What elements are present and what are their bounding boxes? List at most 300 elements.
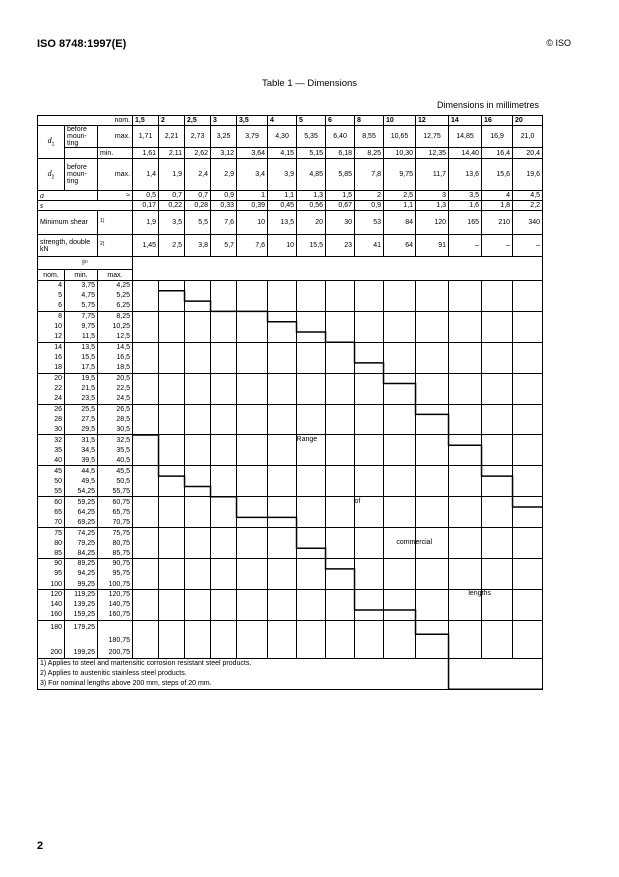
range-cell	[384, 281, 416, 312]
range-cell	[159, 620, 185, 658]
length-max: 180,75	[98, 634, 133, 646]
length-nom: 12	[38, 332, 65, 342]
range-cell	[416, 559, 449, 590]
length-max: 8,25	[98, 311, 133, 321]
nominal-size-5: 5	[297, 116, 326, 126]
range-cell	[449, 342, 482, 373]
nominal-size-14: 14	[449, 116, 482, 126]
shear-steel-value: 10	[237, 211, 268, 235]
range-cell	[211, 311, 237, 342]
nominal-size-2,5: 2,5	[185, 116, 211, 126]
length-max: 90,75	[98, 559, 133, 569]
length-nom: 55	[38, 486, 65, 496]
length-max: 35,5	[98, 445, 133, 455]
length-max: 14,5	[98, 342, 133, 352]
range-cell	[384, 342, 416, 373]
s-value: 0,67	[326, 201, 355, 211]
length-max: 12,5	[98, 332, 133, 342]
length-max: 200,75	[98, 646, 133, 658]
d1-min-value: 16,4	[482, 148, 513, 159]
shear-steel-value: 340	[513, 211, 543, 235]
range-cell	[185, 559, 211, 590]
range-cell	[416, 281, 449, 312]
length-max: 30,5	[98, 425, 133, 435]
range-cell	[326, 620, 355, 658]
length-nom: 4	[38, 281, 65, 291]
range-cell	[384, 404, 416, 435]
d1-min-value: 5,15	[297, 148, 326, 159]
d2-max-value: 7,8	[355, 159, 384, 191]
length-min: 99,25	[65, 579, 98, 589]
range-cell	[268, 281, 297, 312]
length-max: 4,25	[98, 281, 133, 291]
range-cell	[355, 342, 384, 373]
shear-stainless-value: 15,5	[297, 235, 326, 257]
range-cell	[297, 466, 326, 497]
length-nom: 14	[38, 342, 65, 352]
nominal-size-6: 6	[326, 116, 355, 126]
d2-max-value: 1,9	[159, 159, 185, 191]
range-cell	[449, 435, 482, 466]
range-cell	[297, 559, 326, 590]
range-cell	[513, 559, 543, 590]
d1-max-value: 4,30	[268, 126, 297, 148]
standard-number: ISO 8748:1997(E)	[37, 38, 127, 50]
range-cell	[268, 620, 297, 658]
d1-min-value: 3,12	[211, 148, 237, 159]
range-cell	[237, 620, 268, 658]
range-cell	[185, 528, 211, 559]
s-value: 0,39	[237, 201, 268, 211]
range-cell	[185, 281, 211, 312]
range-cell	[159, 373, 185, 404]
range-cell	[268, 311, 297, 342]
length-min: 4,75	[65, 291, 98, 301]
d1-min-label: min.	[98, 148, 133, 159]
length-nom: 40	[38, 456, 65, 466]
s-value: 2,2	[513, 201, 543, 211]
range-cell	[211, 435, 237, 466]
length-max: 32,5	[98, 435, 133, 445]
range-cell	[326, 528, 355, 559]
range-cell	[384, 497, 416, 528]
range-cell	[237, 311, 268, 342]
range-word-Range: Range	[296, 435, 318, 443]
length-min: 64,25	[65, 507, 98, 517]
range-cell	[482, 404, 513, 435]
length-min: 69,25	[65, 517, 98, 527]
range-cell	[513, 342, 543, 373]
range-cell	[449, 497, 482, 528]
range-cell	[268, 342, 297, 373]
d2-max-label: max.	[98, 159, 133, 191]
s-value: 1,1	[384, 201, 416, 211]
table-title: Table 1 — Dimensions	[261, 78, 358, 89]
shear-steel-value: 3,5	[159, 211, 185, 235]
nominal-size-3,5: 3,5	[237, 116, 268, 126]
range-cell	[513, 435, 543, 466]
range-cell	[384, 466, 416, 497]
length-max: 80,75	[98, 538, 133, 548]
range-cell	[449, 373, 482, 404]
range-cell	[159, 589, 185, 620]
range-cell	[326, 589, 355, 620]
range-cell	[133, 559, 159, 590]
range-cell	[355, 373, 384, 404]
length-max: 10,25	[98, 322, 133, 332]
range-cell	[297, 373, 326, 404]
range-cell	[133, 435, 159, 466]
length-max-empty	[98, 620, 133, 634]
range-cell	[384, 589, 416, 620]
range-cell	[355, 311, 384, 342]
length-nom: 90	[38, 559, 65, 569]
range-cell	[482, 311, 513, 342]
range-cell	[384, 373, 416, 404]
d1-max-value: 5,35	[297, 126, 326, 148]
shear-steel-value: 84	[384, 211, 416, 235]
range-cell	[133, 311, 159, 342]
range-cell	[237, 404, 268, 435]
shear-steel-value: 53	[355, 211, 384, 235]
length-nom: 200	[38, 646, 65, 658]
range-cell	[355, 589, 384, 620]
shear-stainless-value: 2,5	[159, 235, 185, 257]
s-value: 1,8	[482, 201, 513, 211]
footnote-3: 3) For nominal lengths above 200 mm, steps of 20 mm.	[40, 679, 212, 687]
d1-min-value: 4,15	[268, 148, 297, 159]
length-nom: 8	[38, 311, 65, 321]
length-max: 22,5	[98, 383, 133, 393]
length-max: 100,75	[98, 579, 133, 589]
range-cell	[133, 404, 159, 435]
length-max: 16,5	[98, 353, 133, 363]
length-nom: 100	[38, 579, 65, 589]
d1-min-value: 3,64	[237, 148, 268, 159]
length-max: 120,75	[98, 589, 133, 599]
range-cell	[211, 497, 237, 528]
shear-stainless-value: 10	[268, 235, 297, 257]
range-cell	[297, 404, 326, 435]
length-min: 7,75	[65, 311, 98, 321]
a-value: 0,7	[185, 191, 211, 201]
d2-max-value: 2,4	[185, 159, 211, 191]
page-number: 2	[37, 840, 44, 852]
length-nom: 180	[38, 620, 65, 634]
d1-max-value: 21,0	[513, 126, 543, 148]
length-min: 54,25	[65, 486, 98, 496]
range-cell	[133, 342, 159, 373]
range-cell	[513, 404, 543, 435]
range-cell	[513, 620, 543, 658]
range-cell	[326, 497, 355, 528]
shear-stainless-value: 1,45	[133, 235, 159, 257]
d1-min-value: 8,25	[355, 148, 384, 159]
range-cell	[326, 466, 355, 497]
d1-max-value: 16,9	[482, 126, 513, 148]
range-cell	[159, 466, 185, 497]
length-min: 79,25	[65, 538, 98, 548]
length-nom: 95	[38, 569, 65, 579]
range-cell	[211, 559, 237, 590]
range-cell	[159, 497, 185, 528]
range-cell	[159, 559, 185, 590]
length-min: 39,5	[65, 456, 98, 466]
a-value: 4,5	[513, 191, 543, 201]
nominal-size-2: 2	[159, 116, 185, 126]
range-cell	[482, 281, 513, 312]
d1-max-value: 8,55	[355, 126, 384, 148]
s-value: 0,56	[297, 201, 326, 211]
shear-stainless-value: 3,8	[185, 235, 211, 257]
range-cell	[133, 528, 159, 559]
length-nom: 60	[38, 497, 65, 507]
range-cell	[355, 528, 384, 559]
d1-min-value: 1,61	[133, 148, 159, 159]
min-shear-label: Minimum shear	[38, 211, 98, 235]
footnotes	[38, 658, 543, 689]
range-cell	[449, 311, 482, 342]
range-cell	[237, 528, 268, 559]
range-cell	[326, 281, 355, 312]
shear-steel-value: 120	[416, 211, 449, 235]
range-cell	[326, 311, 355, 342]
range-cell	[449, 281, 482, 312]
range-cell	[185, 466, 211, 497]
range-cell	[297, 342, 326, 373]
range-cell	[211, 589, 237, 620]
range-cell	[416, 466, 449, 497]
length-nom: 5	[38, 291, 65, 301]
length-nom: 22	[38, 383, 65, 393]
length-nom: 65	[38, 507, 65, 517]
d2-max-value: 1,4	[133, 159, 159, 191]
length-min: 27,5	[65, 414, 98, 424]
nom-label: nom.	[38, 116, 133, 126]
range-cell	[237, 342, 268, 373]
shear-stainless-value: 23	[326, 235, 355, 257]
length-nom: 35	[38, 445, 65, 455]
a-value: 3	[416, 191, 449, 201]
a-value: 1,5	[326, 191, 355, 201]
length-max: 50,5	[98, 476, 133, 486]
range-cell	[326, 373, 355, 404]
shear-steel-value: 1,9	[133, 211, 159, 235]
length-min: 11,5	[65, 332, 98, 342]
length-min: 9,75	[65, 322, 98, 332]
range-cell	[268, 497, 297, 528]
length-max: 85,75	[98, 548, 133, 558]
dimensions-table	[37, 115, 543, 690]
footnote-2: 2) Applies to austenitic stainless steel products.	[40, 669, 187, 677]
range-cell	[185, 404, 211, 435]
length-min: 59,25	[65, 497, 98, 507]
range-cell	[449, 559, 482, 590]
d1-max-value: 3,25	[211, 126, 237, 148]
shear-stainless-value: –	[449, 235, 482, 257]
d2-max-value: 19,6	[513, 159, 543, 191]
length-nom: 10	[38, 322, 65, 332]
nominal-size-20: 20	[513, 116, 543, 126]
a-value: 1	[237, 191, 268, 201]
range-cell	[482, 620, 513, 658]
range-cell	[297, 497, 326, 528]
length-nom: 160	[38, 610, 65, 620]
length-max: 95,75	[98, 569, 133, 579]
a-value: 1,1	[268, 191, 297, 201]
range-cell	[416, 497, 449, 528]
length-min: 3,75	[65, 281, 98, 291]
range-cell	[211, 466, 237, 497]
range-cell	[416, 342, 449, 373]
s-value: 0,28	[185, 201, 211, 211]
range-cell	[482, 528, 513, 559]
length-nom: 75	[38, 528, 65, 538]
range-cell	[355, 620, 384, 658]
range-cell	[211, 528, 237, 559]
length-max: 140,75	[98, 600, 133, 610]
d2-max-value: 4,85	[297, 159, 326, 191]
a-value: 0,7	[159, 191, 185, 201]
d2-max-value: 3,9	[268, 159, 297, 191]
range-cell	[326, 404, 355, 435]
range-cell	[268, 435, 297, 466]
length-min: 94,25	[65, 569, 98, 579]
a-value: 2	[355, 191, 384, 201]
range-cell	[384, 559, 416, 590]
range-cell	[159, 311, 185, 342]
length-min: 21,5	[65, 383, 98, 393]
range-cell	[268, 373, 297, 404]
range-cell	[159, 404, 185, 435]
length-min: 119,25	[65, 589, 98, 599]
s-value: 1,6	[449, 201, 482, 211]
length-min: 23,5	[65, 394, 98, 404]
range-cell	[326, 435, 355, 466]
note-ref-1: 1)	[98, 211, 133, 235]
range-cell	[513, 373, 543, 404]
length-min: 5,75	[65, 301, 98, 311]
d2-symbol: $d_2$	[38, 159, 65, 191]
length-nom: 6	[38, 301, 65, 311]
d1-max-label: max.	[98, 126, 133, 148]
a-value: 0,9	[211, 191, 237, 201]
length-nom: 85	[38, 548, 65, 558]
range-cell	[416, 620, 449, 658]
range-cell	[355, 435, 384, 466]
s-value: 0,17	[133, 201, 159, 211]
range-cell	[416, 311, 449, 342]
length-min: 199,25	[65, 646, 98, 658]
shear-stainless-value: 64	[384, 235, 416, 257]
length-nom: 20	[38, 373, 65, 383]
length-nom: 24	[38, 394, 65, 404]
length-max: 75,75	[98, 528, 133, 538]
range-cell	[159, 342, 185, 373]
range-cell	[416, 373, 449, 404]
range-cell	[297, 311, 326, 342]
a-value: 3,5	[449, 191, 482, 201]
d1-max-value: 12,75	[416, 126, 449, 148]
length-nom: 16	[38, 353, 65, 363]
d2-max-value: 13,6	[449, 159, 482, 191]
range-cell	[449, 620, 482, 658]
length-nom-empty	[38, 634, 65, 646]
d2-max-value: 2,9	[211, 159, 237, 191]
d1-max-value: 2,73	[185, 126, 211, 148]
length-nom: 140	[38, 600, 65, 610]
shear-steel-value: 20	[297, 211, 326, 235]
range-cell	[268, 589, 297, 620]
length-nom: 26	[38, 404, 65, 414]
d1-max-value: 14,85	[449, 126, 482, 148]
d1-symbol: $d_1$	[38, 126, 65, 159]
range-cell	[211, 342, 237, 373]
a-value: 2,5	[384, 191, 416, 201]
length-nom: 28	[38, 414, 65, 424]
length-max: 40,5	[98, 456, 133, 466]
d1-max-value: 3,79	[237, 126, 268, 148]
copyright: © ISO	[546, 38, 571, 48]
range-cell	[211, 620, 237, 658]
range-cell	[482, 497, 513, 528]
range-cell	[326, 559, 355, 590]
shear-stainless-value: 5,7	[211, 235, 237, 257]
range-cell	[185, 342, 211, 373]
length-max: 60,75	[98, 497, 133, 507]
range-cell	[133, 497, 159, 528]
nominal-size-3: 3	[211, 116, 237, 126]
range-cell	[237, 497, 268, 528]
d2-max-value: 3,4	[237, 159, 268, 191]
a-value: 4	[482, 191, 513, 201]
s-value: 1,3	[416, 201, 449, 211]
range-cell	[355, 466, 384, 497]
shear-stainless-value: 91	[416, 235, 449, 257]
range-word-lengths: lengths	[468, 590, 491, 598]
shear-stainless-value: –	[482, 235, 513, 257]
length-nom: 45	[38, 466, 65, 476]
length-min: 179,25	[65, 620, 98, 634]
range-cell	[185, 435, 211, 466]
length-max: 6,25	[98, 301, 133, 311]
length-nom: 32	[38, 435, 65, 445]
nominal-size-1,5: 1,5	[133, 116, 159, 126]
range-cell	[513, 528, 543, 559]
range-cell	[482, 373, 513, 404]
length-max-header: max.	[98, 270, 133, 281]
length-max: 24,5	[98, 394, 133, 404]
length-min: 89,25	[65, 559, 98, 569]
range-cell	[185, 589, 211, 620]
d1-min-value: 6,18	[326, 148, 355, 159]
range-cell	[237, 589, 268, 620]
range-cell	[482, 435, 513, 466]
range-cell	[133, 373, 159, 404]
length-min: 29,5	[65, 425, 98, 435]
length-min: 74,25	[65, 528, 98, 538]
range-cell	[211, 404, 237, 435]
range-cell	[133, 281, 159, 312]
shear-steel-value: 5,5	[185, 211, 211, 235]
range-cell	[185, 373, 211, 404]
range-cell	[384, 435, 416, 466]
range-cell	[159, 281, 185, 312]
range-cell	[268, 559, 297, 590]
range-cell	[268, 404, 297, 435]
length-max: 70,75	[98, 517, 133, 527]
range-cell	[297, 620, 326, 658]
